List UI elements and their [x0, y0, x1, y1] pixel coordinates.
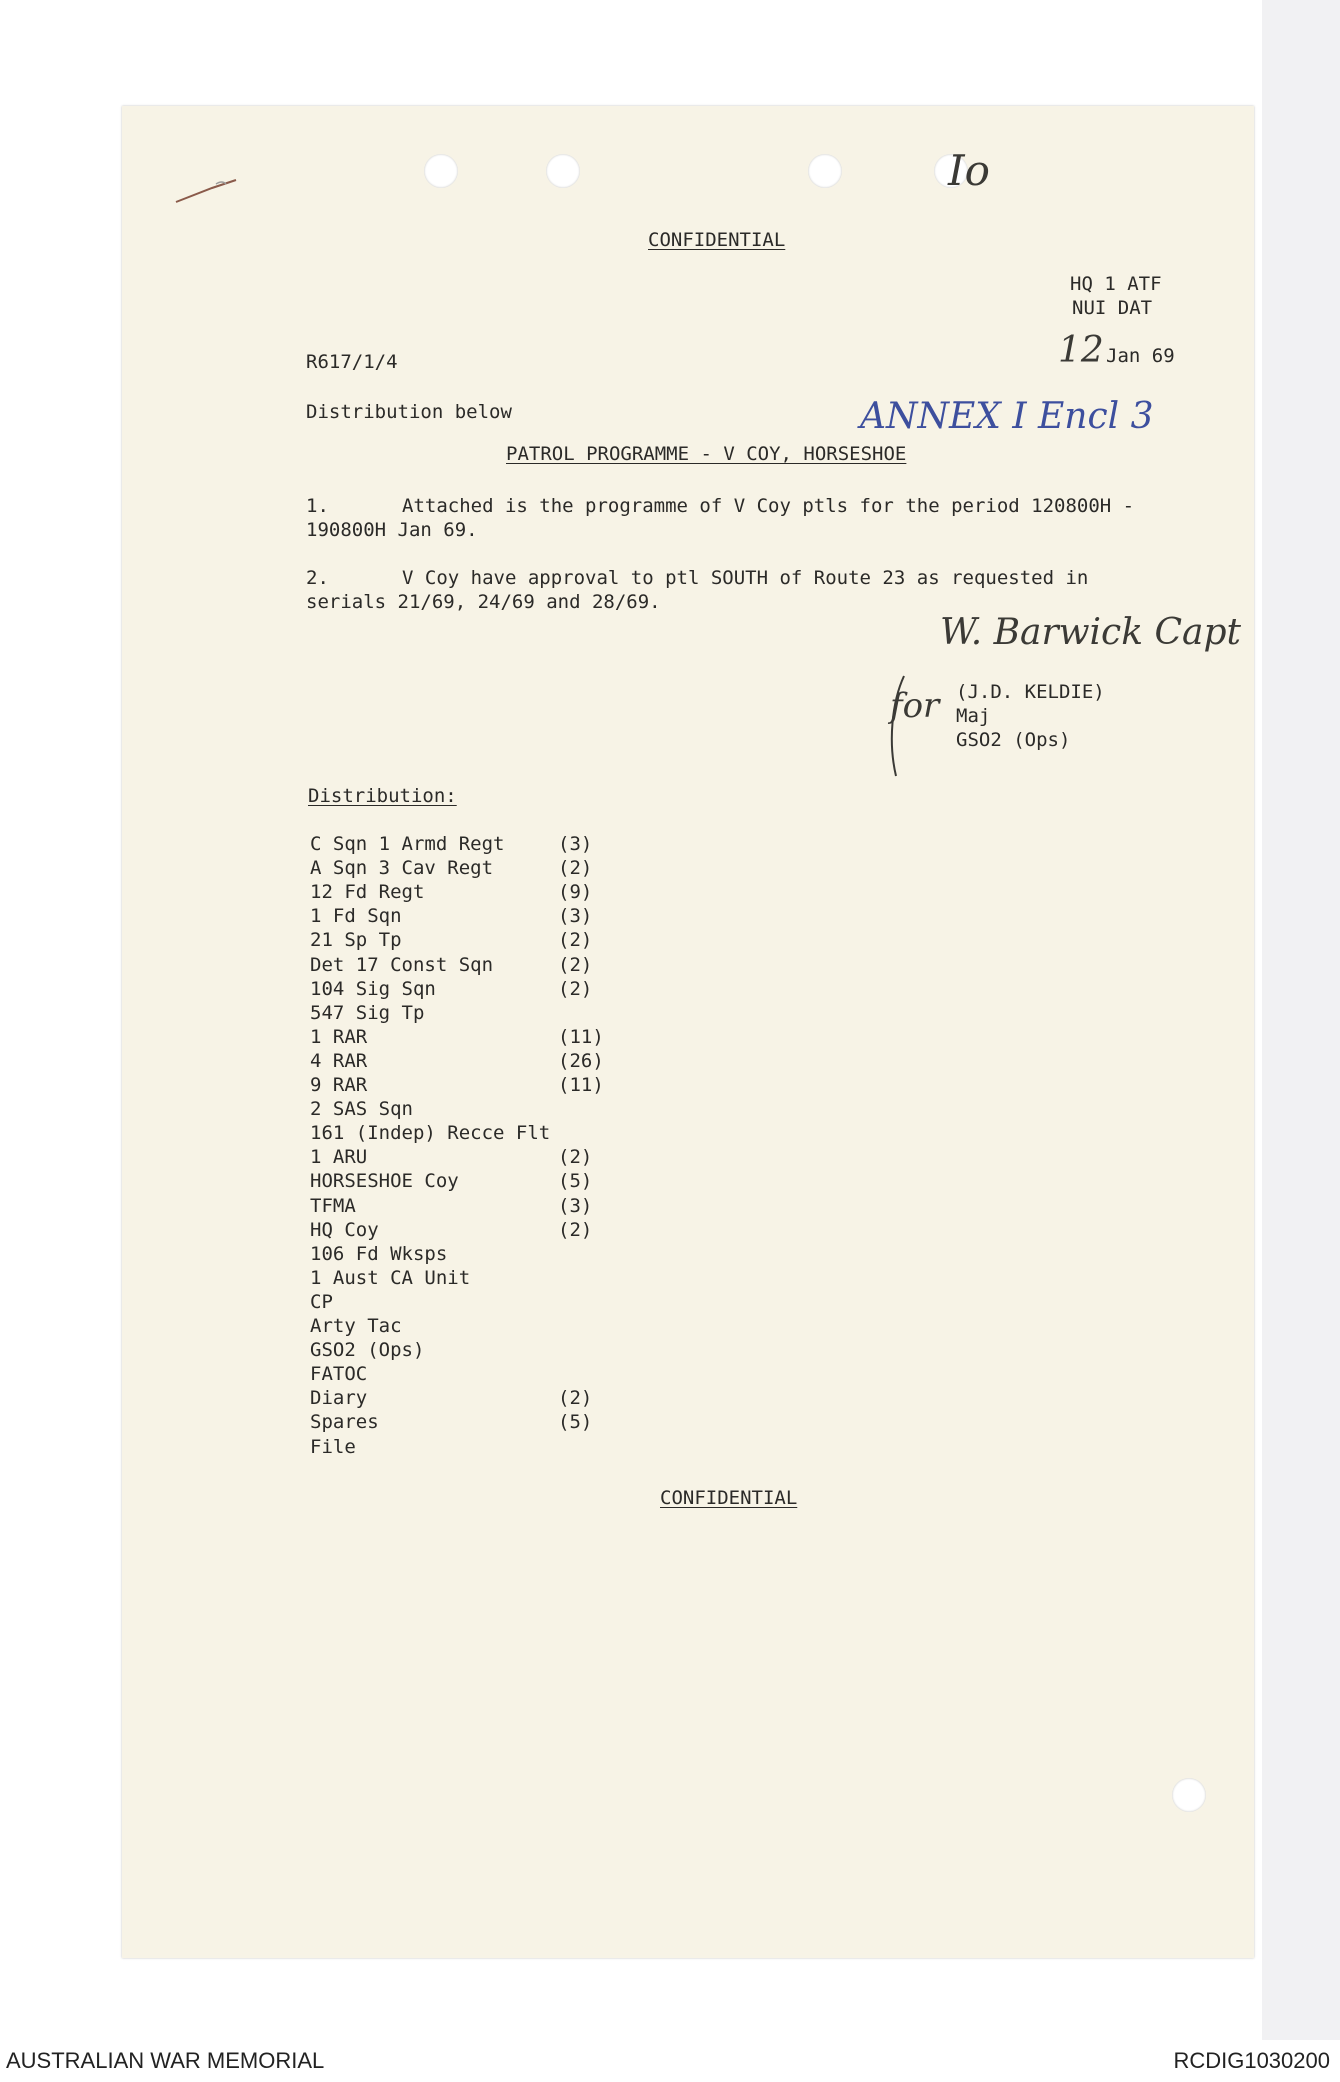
distribution-unit: GSO2 (Ops) [310, 1339, 425, 1361]
document-page [122, 106, 1254, 1958]
handwritten-for: for [890, 686, 940, 726]
distribution-count: (11) [558, 1026, 604, 1048]
distribution-count: (3) [558, 1195, 593, 1217]
distribution-unit: 104 Sig Sqn [310, 978, 436, 1000]
distribution-count: (9) [558, 881, 593, 903]
distribution-unit: CP [310, 1291, 333, 1313]
distribution-count: (11) [558, 1074, 604, 1096]
hq-line2: NUI DAT [1072, 297, 1153, 319]
distribution-count: (2) [558, 857, 593, 879]
signatory-appointment: GSO2 (Ops) [956, 729, 1071, 751]
handwritten-initials: Io [948, 146, 990, 195]
distribution-count: (2) [558, 978, 593, 1000]
distribution-unit: C Sqn 1 Armd Regt [310, 833, 505, 855]
signatory-name: (J.D. KELDIE) [956, 681, 1105, 703]
punch-hole [424, 154, 458, 188]
date-month-year: Jan 69 [1106, 345, 1175, 367]
classification-top: CONFIDENTIAL [648, 229, 786, 251]
pencil-mark [172, 170, 242, 210]
distribution-count: (5) [558, 1170, 593, 1192]
distribution-unit: FATOC [310, 1363, 368, 1385]
background-edge [1262, 0, 1340, 2082]
distribution-unit: TFMA [310, 1195, 356, 1217]
punch-hole [546, 154, 580, 188]
distribution-count: (2) [558, 929, 593, 951]
classification-bottom: CONFIDENTIAL [660, 1487, 798, 1509]
distribution-count: (26) [558, 1050, 604, 1072]
subject-title: PATROL PROGRAMME - V COY, HORSESHOE [506, 443, 907, 465]
distribution-unit: HORSESHOE Coy [310, 1170, 459, 1192]
distribution-unit: Arty Tac [310, 1315, 402, 1337]
distribution-unit: 161 (Indep) Recce Flt [310, 1122, 551, 1144]
distribution-unit: 106 Fd Wksps [310, 1243, 448, 1265]
para2-number: 2. [306, 567, 329, 589]
signatory-rank: Maj [956, 705, 991, 727]
distribution-unit: Det 17 Const Sqn [310, 954, 494, 976]
distribution-count: (3) [558, 905, 593, 927]
distribution-count: (3) [558, 833, 593, 855]
distribution-unit: Spares [310, 1411, 379, 1433]
distribution-unit: 12 Fd Regt [310, 881, 425, 903]
distribution-unit: 4 RAR [310, 1050, 368, 1072]
distribution-unit: 9 RAR [310, 1074, 368, 1096]
distribution-unit: 547 Sig Tp [310, 1002, 425, 1024]
distribution-unit: 1 Aust CA Unit [310, 1267, 471, 1289]
distribution-unit: 21 Sp Tp [310, 929, 402, 951]
handwritten-day: 12 [1058, 330, 1104, 371]
para2-line2: serials 21/69, 24/69 and 28/69. [306, 591, 661, 613]
para1-line2: 190800H Jan 69. [306, 519, 478, 541]
reference-number: R617/1/4 [306, 351, 398, 373]
distribution-unit: File [310, 1436, 356, 1458]
archive-footer [0, 2040, 1340, 2082]
distribution-count: (5) [558, 1411, 593, 1433]
para1-number: 1. [306, 495, 329, 517]
distribution-unit: A Sqn 3 Cav Regt [310, 857, 494, 879]
handwritten-signature: W. Barwick Capt [940, 612, 1241, 653]
signature-stroke [880, 672, 920, 782]
para2-line1: V Coy have approval to ptl SOUTH of Route 23 as requested in [402, 567, 1089, 589]
footer-record-id: RCDIG1030200 [1173, 2048, 1330, 2073]
punch-hole [808, 154, 842, 188]
distribution-count: (2) [558, 1387, 593, 1409]
distribution-unit: 1 Fd Sqn [310, 905, 402, 927]
distribution-heading: Distribution: [308, 785, 457, 807]
distribution-count: (2) [558, 954, 593, 976]
distribution-unit: Diary [310, 1387, 368, 1409]
footer-institution: AUSTRALIAN WAR MEMORIAL [6, 2048, 325, 2073]
distribution-unit: 1 ARU [310, 1146, 368, 1168]
para1-line1: Attached is the programme of V Coy ptls for the period 120800H - [402, 495, 1135, 517]
distribution-count: (2) [558, 1146, 593, 1168]
distribution-unit: 2 SAS Sqn [310, 1098, 413, 1120]
punch-hole [1172, 1778, 1206, 1812]
distribution-count: (2) [558, 1219, 593, 1241]
distribution-unit: 1 RAR [310, 1026, 368, 1048]
handwritten-annex: ANNEX I Encl 3 [860, 396, 1154, 437]
hq-line1: HQ 1 ATF [1070, 273, 1162, 295]
distribution-line: Distribution below [306, 401, 512, 423]
distribution-unit: HQ Coy [310, 1219, 379, 1241]
